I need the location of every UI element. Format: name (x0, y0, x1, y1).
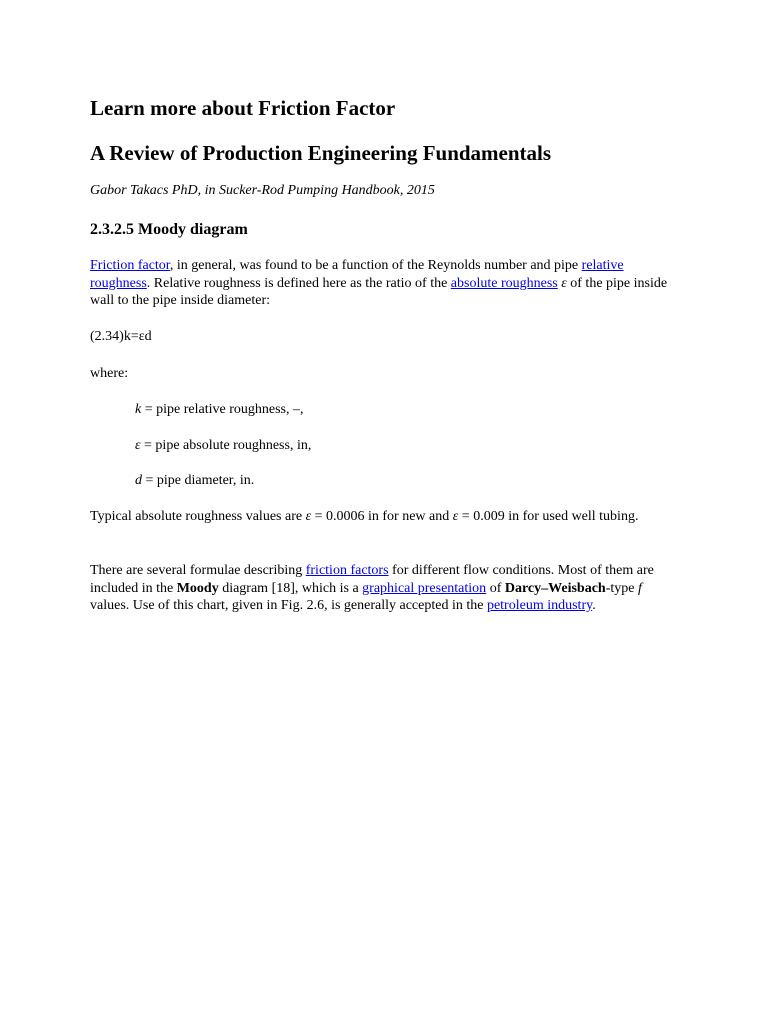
definition-text: = pipe absolute roughness, in, (140, 438, 312, 453)
definition-k (135, 401, 303, 419)
link-friction-factors[interactable]: friction factors (305, 563, 389, 578)
epsilon-symbol: ε (305, 509, 312, 524)
paragraph-text: . (592, 598, 596, 613)
paragraph-text: diagram [18], which is a (218, 580, 363, 596)
link-relative-roughness[interactable]: relative roughness (90, 258, 624, 291)
section-title: 2.3.2.5 Moody diagram (90, 221, 248, 238)
paragraph-text: for different flow conditions. Most of them are included in the (90, 563, 654, 596)
paragraph-text: = 0.009 in for used well tubing. (458, 509, 639, 524)
where-label: where: (90, 366, 129, 381)
definition-epsilon (135, 437, 311, 455)
paragraph-moody-diagram (90, 562, 680, 615)
paragraph-text: values. Use of this chart, given in Fig. 2.6, is generally accepted in the (90, 598, 487, 613)
paragraph-text: Typical absolute roughness values are (90, 509, 306, 524)
paragraph-text: There are several formulae describing (90, 563, 306, 578)
paragraph-friction-factor (90, 257, 680, 310)
bold-moody: Moody (176, 580, 219, 596)
link-friction-factor[interactable]: Friction factor (90, 258, 170, 273)
byline: Gabor Takacs PhD, in Sucker-Rod Pumping Handbook, 2015 (90, 183, 435, 198)
equation: (2.34)k=εd (90, 329, 152, 344)
definition-symbol: ε (135, 438, 141, 453)
link-graphical-presentation[interactable]: graphical presentation (362, 580, 487, 596)
link-absolute-roughness[interactable]: absolute roughness (450, 275, 558, 291)
page-heading: Learn more about Friction Factor (90, 96, 396, 120)
paragraph-text: -type (605, 580, 638, 596)
epsilon-symbol: ε (557, 275, 567, 291)
link-petroleum-industry[interactable]: petroleum industry (486, 598, 593, 613)
definition-symbol: d (135, 473, 142, 488)
paragraph-text: of (486, 580, 505, 596)
epsilon-symbol: ε (452, 509, 459, 524)
bold-darcy-weisbach: Darcy–Weisbach (504, 580, 606, 596)
paragraph-text: of the pipe inside wall to the pipe inside diameter: (90, 275, 668, 308)
definition-symbol: k (135, 402, 142, 417)
paragraph-text: , in general, was found to be a function of the Reynolds number and pipe (169, 258, 582, 273)
definition-d (135, 472, 254, 490)
definition-text: = pipe diameter, in. (142, 473, 255, 488)
italic-f: f (637, 580, 642, 596)
article-title: A Review of Production Engineering Fundamentals (90, 141, 552, 165)
paragraph-text: = 0.0006 in for new and (311, 509, 453, 524)
paragraph-typical-roughness (90, 508, 650, 526)
paragraph-text: . Relative roughness is defined here as the ratio of the (146, 275, 451, 291)
definition-text: = pipe relative roughness, –, (141, 402, 304, 417)
